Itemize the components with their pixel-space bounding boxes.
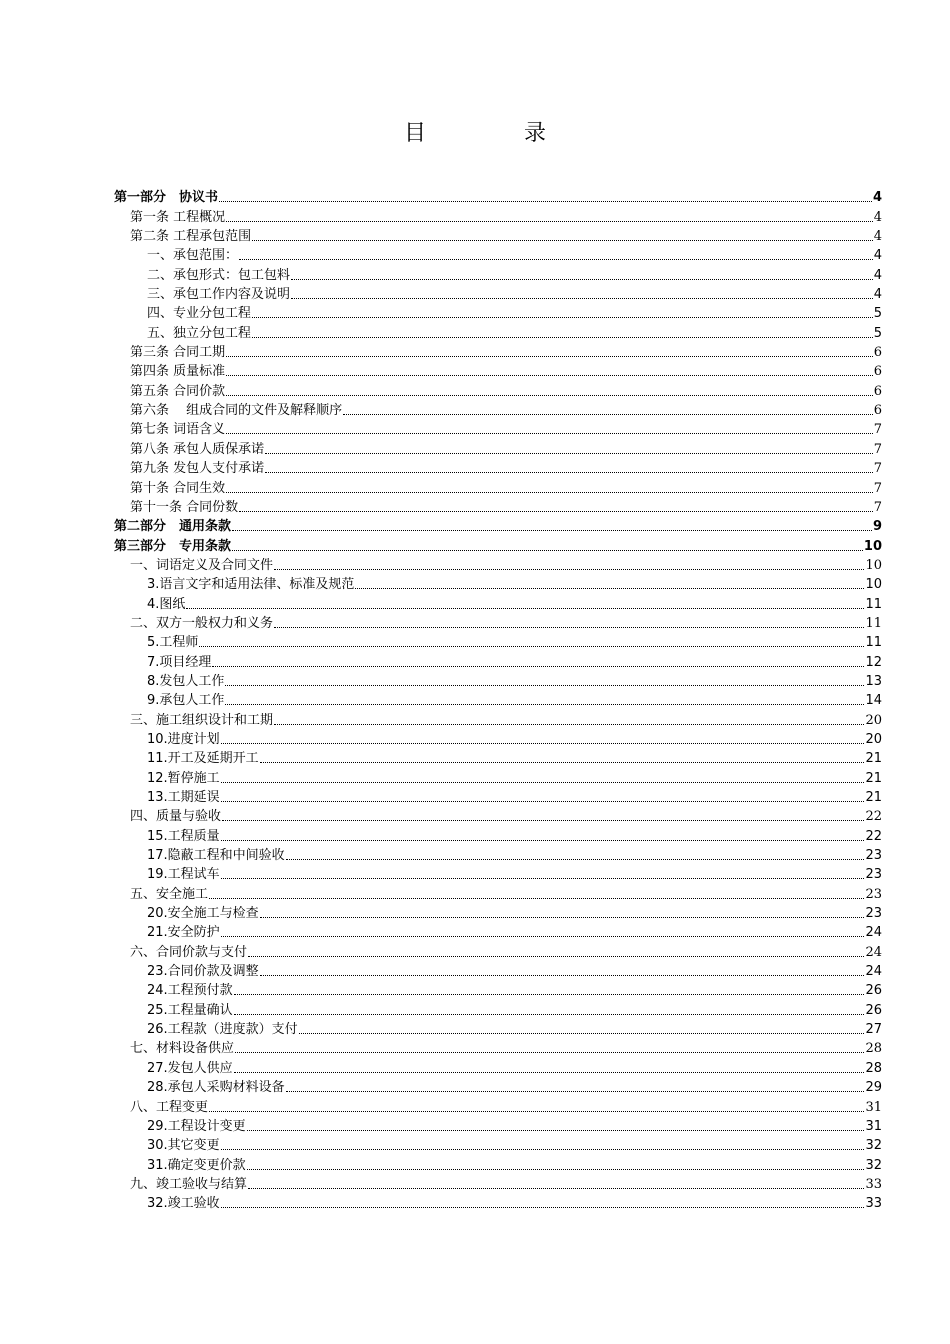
toc-entry-label: 三、承包工作内容及说明 — [147, 287, 291, 303]
dot-leader — [286, 858, 865, 860]
toc-entry[interactable] — [114, 536, 882, 555]
toc-entry-page-number: 31 — [865, 1099, 882, 1115]
toc-entry-page-number: 11 — [865, 635, 882, 651]
toc-entry-label: 第五条 合同价款 — [130, 383, 226, 399]
toc-entry-label: 19.工程试车 — [147, 867, 220, 883]
toc-entry-label: 5.工程师 — [147, 635, 199, 651]
toc-entry[interactable] — [114, 942, 882, 961]
toc-title: 目 录 — [403, 121, 584, 146]
toc-entry-page-number: 21 — [865, 751, 882, 767]
dot-leader — [247, 1129, 865, 1131]
dot-leader — [299, 1032, 865, 1034]
toc-entry-page-number: 10 — [865, 577, 882, 593]
toc-entry-page-number: 6 — [873, 345, 882, 361]
dot-leader — [260, 761, 865, 763]
toc-entry-label: 27.发包人供应 — [147, 1060, 233, 1076]
dot-leader — [274, 626, 864, 628]
dot-leader — [286, 1090, 865, 1092]
toc-entry-label: 15.工程质量 — [147, 828, 220, 844]
toc-entry-page-number: 5 — [873, 306, 882, 322]
toc-entry-page-number: 24 — [865, 925, 882, 941]
toc-entry[interactable] — [114, 768, 882, 787]
toc-entry[interactable] — [114, 188, 882, 207]
dot-leader — [186, 607, 864, 609]
dot-leader — [248, 955, 864, 957]
dot-leader — [248, 1187, 864, 1189]
toc-entry-page-number: 33 — [865, 1196, 882, 1212]
dot-leader — [274, 568, 864, 570]
toc-entry[interactable] — [114, 343, 882, 362]
toc-entry[interactable] — [114, 614, 882, 633]
toc-entry-label: 29.工程设计变更 — [147, 1118, 246, 1134]
toc-entry-label: 第九条 发包人支付承诺 — [130, 461, 265, 477]
dot-leader — [235, 1051, 864, 1053]
toc-entry-label: 第七条 词语含义 — [130, 422, 226, 438]
toc-entry[interactable] — [114, 323, 882, 342]
toc-entry-page-number: 7 — [873, 441, 882, 457]
toc-entry[interactable] — [114, 923, 882, 942]
toc-entry[interactable] — [114, 865, 882, 884]
toc-entry-label: 第三条 合同工期 — [130, 345, 226, 361]
toc-entry-label: 第一部分 协议书 — [114, 190, 219, 206]
toc-entry-label: 9.承包人工作 — [147, 693, 225, 709]
dot-leader — [221, 742, 865, 744]
dot-leader — [274, 723, 864, 725]
toc-entry[interactable] — [114, 265, 882, 284]
dot-leader — [221, 781, 865, 783]
toc-entry-label: 四、质量与验收 — [130, 809, 222, 825]
toc-entry[interactable] — [114, 227, 882, 246]
toc-entry-page-number: 23 — [865, 886, 882, 902]
dot-leader — [226, 491, 873, 493]
toc-entry-label: 13.工期延误 — [147, 790, 220, 805]
toc-entry[interactable] — [114, 594, 882, 613]
toc-entry-page-number: 4 — [873, 267, 882, 283]
dot-leader — [225, 684, 864, 686]
toc-entry-label: 23.合同价款及调整 — [147, 964, 259, 980]
toc-entry-page-number: 10 — [863, 538, 882, 554]
toc-entry[interactable] — [114, 304, 882, 323]
toc-entry[interactable] — [114, 884, 882, 903]
toc-entry[interactable] — [114, 478, 882, 497]
toc-entry[interactable] — [114, 1194, 882, 1213]
toc-entry[interactable] — [114, 730, 882, 749]
toc-entry-label: 24.工程预付款 — [147, 983, 233, 999]
toc-entry-label: 三、施工组织设计和工期 — [130, 712, 274, 728]
toc-entry-label: 四、专业分包工程 — [147, 306, 252, 322]
toc-entry-page-number: 7 — [873, 499, 882, 515]
toc-entry-label: 21.安全防护 — [147, 925, 220, 941]
toc-entry-page-number: 27 — [865, 1022, 882, 1038]
toc-entry-label: 30.其它变更 — [147, 1138, 220, 1154]
toc-entry-page-number: 11 — [865, 615, 882, 631]
dot-leader — [239, 258, 873, 260]
toc-entry[interactable] — [114, 1020, 882, 1039]
toc-entry-page-number: 28 — [865, 1041, 882, 1057]
toc-entry[interactable] — [114, 826, 882, 845]
toc-entry-label: 八、工程变更 — [130, 1099, 209, 1115]
toc-entry[interactable] — [114, 672, 882, 691]
dot-leader — [252, 239, 873, 241]
toc-entry-page-number: 23 — [865, 906, 882, 922]
dot-leader — [221, 1206, 865, 1208]
toc-entry-page-number: 9 — [872, 519, 882, 535]
toc-entry-page-number: 20 — [865, 712, 882, 728]
dot-leader — [234, 993, 865, 995]
toc-entry-page-number: 14 — [865, 693, 882, 709]
toc-entry-label: 3.语言文字和适用法律、标准及规范 — [147, 577, 355, 593]
dot-leader — [232, 549, 863, 551]
dot-leader — [225, 703, 864, 705]
toc-entry[interactable] — [114, 1136, 882, 1155]
toc-entry-page-number: 33 — [865, 1176, 882, 1192]
toc-entry-page-number: 12 — [865, 654, 882, 670]
toc-entry[interactable] — [114, 691, 882, 710]
dot-leader — [199, 645, 864, 647]
toc-entry-page-number: 23 — [865, 848, 882, 864]
dot-leader — [355, 587, 864, 589]
toc-entry-label: 10.进度计划 — [147, 731, 220, 747]
toc-entry-page-number: 24 — [865, 944, 882, 960]
dot-leader — [291, 297, 873, 299]
toc-entry-page-number: 11 — [865, 596, 882, 612]
toc-entry-page-number: 4 — [873, 287, 882, 303]
toc-entry-page-number: 24 — [865, 964, 882, 980]
toc-entry-label: 32.竣工验收 — [147, 1196, 220, 1212]
toc-entry[interactable] — [114, 1155, 882, 1174]
toc-entry-page-number: 10 — [865, 557, 882, 573]
toc-entry-label: 五、安全施工 — [130, 886, 209, 902]
dot-leader — [212, 665, 864, 667]
toc-entry-page-number: 6 — [873, 383, 882, 399]
toc-entry-page-number: 5 — [873, 325, 882, 341]
toc-entry[interactable] — [114, 517, 882, 536]
dot-leader — [209, 1110, 864, 1112]
dot-leader — [265, 452, 873, 454]
toc-entry-label: 第十一条 合同份数 — [130, 499, 239, 515]
toc-entry-page-number: 28 — [865, 1060, 882, 1076]
dot-leader — [247, 1168, 865, 1170]
dot-leader — [209, 897, 864, 899]
toc-entry-label: 第二部分 通用条款 — [114, 519, 232, 535]
toc-entry-page-number: 4 — [872, 190, 882, 206]
toc-entry[interactable] — [114, 575, 882, 594]
toc-entry-label: 一、词语定义及合同文件 — [130, 557, 274, 573]
toc-entry-label: 4.图纸 — [147, 596, 186, 612]
toc-entry-label: 11.开工及延期开工 — [147, 751, 259, 767]
toc-entry-label: 二、双方一般权力和义务 — [130, 615, 274, 631]
toc-entry-label: 六、合同价款与支付 — [130, 944, 248, 960]
dot-leader — [232, 529, 872, 531]
toc-entry-label: 8.发包人工作 — [147, 673, 225, 689]
toc-entry[interactable] — [114, 1078, 882, 1097]
toc-entry-page-number: 13 — [865, 673, 882, 689]
toc-entry[interactable] — [114, 1175, 882, 1194]
toc-entry[interactable] — [114, 749, 882, 768]
dot-leader — [252, 336, 873, 338]
toc-entry[interactable] — [114, 807, 882, 826]
toc-entry[interactable] — [114, 439, 882, 458]
toc-entry-page-number: 22 — [865, 809, 882, 825]
toc-entry[interactable] — [114, 1039, 882, 1058]
toc-entry-label: 25.工程量确认 — [147, 1002, 233, 1018]
table-of-contents — [114, 188, 882, 1213]
toc-entry[interactable] — [114, 633, 882, 652]
toc-entry[interactable] — [114, 498, 882, 517]
toc-entry-label: 26.工程款（进度款）支付 — [147, 1022, 298, 1038]
toc-entry[interactable] — [114, 652, 882, 671]
toc-entry[interactable] — [114, 981, 882, 1000]
toc-entry[interactable] — [114, 401, 882, 420]
toc-entry[interactable] — [114, 962, 882, 981]
toc-entry[interactable] — [114, 1097, 882, 1116]
toc-entry-page-number: 26 — [865, 983, 882, 999]
toc-entry[interactable] — [114, 1000, 882, 1019]
toc-entry[interactable] — [114, 1058, 882, 1077]
toc-entry-page-number: 4 — [873, 209, 882, 225]
toc-entry-page-number: 32 — [865, 1157, 882, 1173]
toc-entry-label: 第十条 合同生效 — [130, 480, 226, 496]
toc-entry-page-number: 4 — [873, 248, 882, 264]
dot-leader — [221, 800, 865, 802]
toc-entry-page-number: 29 — [865, 1080, 882, 1096]
dot-leader — [226, 374, 873, 376]
toc-entry-page-number: 7 — [873, 480, 882, 496]
toc-entry-label: 第四条 质量标准 — [130, 364, 226, 380]
toc-entry-page-number: 7 — [873, 422, 882, 438]
toc-entry[interactable] — [114, 381, 882, 400]
dot-leader — [252, 316, 873, 318]
toc-entry-label: 第八条 承包人质保承诺 — [130, 441, 265, 457]
toc-entry-page-number: 32 — [865, 1138, 882, 1154]
toc-entry[interactable] — [114, 904, 882, 923]
dot-leader — [221, 1148, 865, 1150]
dot-leader — [221, 935, 865, 937]
toc-entry-label: 17.隐蔽工程和中间验收 — [147, 848, 285, 864]
toc-entry-label: 第二条 工程承包范围 — [130, 229, 252, 245]
dot-leader — [226, 394, 873, 396]
toc-entry-page-number: 6 — [873, 364, 882, 380]
toc-entry-label: 第一条 工程概况 — [130, 209, 226, 225]
dot-leader — [234, 1013, 865, 1015]
toc-entry[interactable] — [114, 362, 882, 381]
toc-entry-page-number: 22 — [865, 828, 882, 844]
toc-entry-page-number: 4 — [873, 229, 882, 245]
dot-leader — [226, 355, 873, 357]
dot-leader — [291, 278, 873, 280]
toc-entry-label: 31.确定变更价款 — [147, 1157, 246, 1173]
toc-entry-label: 第六条 组成合同的文件及解释顺序 — [130, 403, 343, 419]
dot-leader — [260, 916, 865, 918]
dot-leader — [221, 839, 865, 841]
dot-leader — [265, 471, 873, 473]
toc-entry-label: 五、独立分包工程 — [147, 325, 252, 341]
toc-entry-page-number: 20 — [865, 731, 882, 747]
toc-entry-label: 20.安全施工与检查 — [147, 906, 259, 922]
toc-entry[interactable] — [114, 788, 882, 807]
toc-entry[interactable] — [114, 285, 882, 304]
toc-entry[interactable] — [114, 846, 882, 865]
toc-entry-label: 12.暂停施工 — [147, 770, 220, 786]
dot-leader — [219, 200, 872, 202]
toc-entry-label: 7.项目经理 — [147, 654, 212, 670]
dot-leader — [221, 877, 865, 879]
toc-entry-page-number: 21 — [865, 770, 882, 786]
toc-entry[interactable] — [114, 459, 882, 478]
toc-entry-label: 七、材料设备供应 — [130, 1041, 235, 1057]
toc-entry[interactable] — [114, 207, 882, 226]
dot-leader — [260, 974, 865, 976]
toc-entry-page-number: 6 — [873, 403, 882, 419]
toc-entry-label: 一、承包范围： — [147, 248, 239, 264]
toc-entry-page-number: 21 — [865, 790, 882, 805]
toc-entry-page-number: 7 — [873, 461, 882, 477]
toc-entry-page-number: 26 — [865, 1002, 882, 1018]
dot-leader — [343, 413, 873, 415]
toc-entry-label: 28.承包人采购材料设备 — [147, 1080, 285, 1096]
toc-entry-page-number: 23 — [865, 867, 882, 883]
dot-leader — [226, 432, 873, 434]
dot-leader — [226, 220, 873, 222]
toc-entry[interactable] — [114, 556, 882, 575]
dot-leader — [222, 819, 864, 821]
toc-entry[interactable] — [114, 420, 882, 439]
toc-entry[interactable] — [114, 246, 882, 265]
toc-entry-label: 二、承包形式：包工包料 — [147, 267, 291, 283]
toc-entry-label: 九、竣工验收与结算 — [130, 1176, 248, 1192]
toc-entry-label: 第三部分 专用条款 — [114, 538, 232, 554]
toc-entry-page-number: 31 — [865, 1118, 882, 1134]
dot-leader — [239, 510, 873, 512]
toc-entry[interactable] — [114, 710, 882, 729]
toc-entry[interactable] — [114, 1117, 882, 1136]
dot-leader — [234, 1071, 865, 1073]
